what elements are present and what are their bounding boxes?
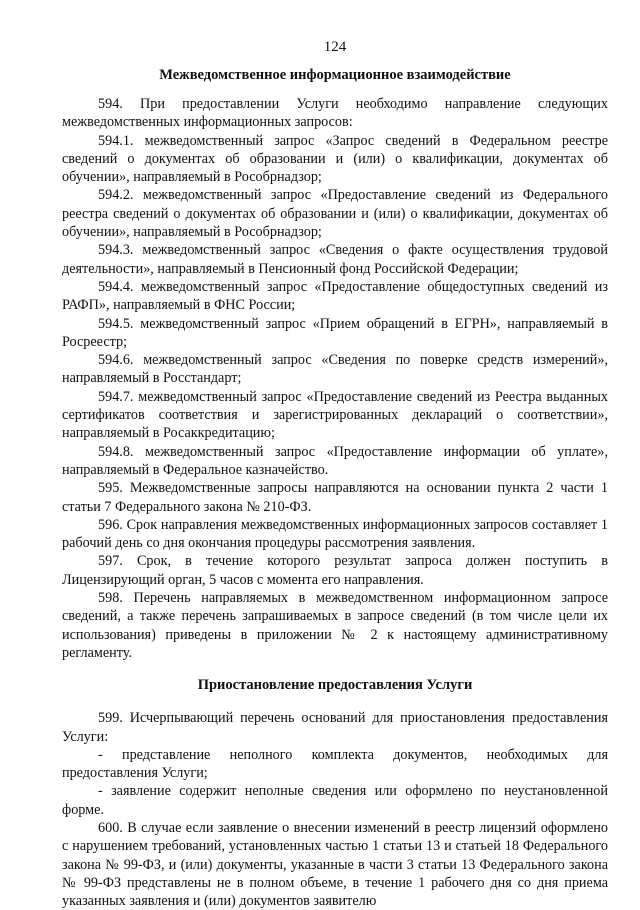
paragraph-594-3: 594.3. межведомственный запрос «Сведения о факте осуществления трудовой деятельности», направляемый в Пенсионный фонд Российской Федерации; [62, 242, 608, 277]
page-number: 124 [323, 39, 347, 55]
paragraph-597: 597. Срок, в течение которого результат запроса должен поступить в Лицензирующий орган, 5 часов с момента его направления. [62, 553, 608, 588]
paragraph-598: 598. Перечень направляемых в межведомственном информационном запросе сведений, а также перечень запрашиваемых в запросе сведений (в том числе цели их использования) приведены в приложении № 2 к настоящему административному регламенту. [62, 590, 608, 661]
section-body-suspension [62, 709, 608, 910]
paragraph-594-6: 594.6. межведомственный запрос «Сведения по поверке средств измерений», направляемый в Росстандарт; [62, 352, 608, 387]
paragraph-596: 596. Срок направления межведомственных информационных запросов составляет 1 рабочий день со дня окончания процедуры рассмотрения заявления. [62, 516, 608, 552]
paragraph-594-7: 594.7. межведомственный запрос «Предоставление сведений из Реестра выданных сертификатов соответствия и зарегистрированных деклараций о соответствии», направляемый в Росаккредитацию; [62, 388, 608, 442]
section-body-interagency [62, 95, 608, 662]
paragraph-594: 594. При предоставлении Услуги необходимо направление следующих межведомственных информационных запросов: [62, 96, 608, 131]
paragraph-594-2: 594.2. межведомственный запрос «Предоставление сведений из Федерального реестра сведений о документах об образовании и (или) о квалификации, документах об обучении», направляемый в Рособрнадзор; [62, 187, 608, 241]
paragraph-600: 600. В случае если заявление о внесении изменений в реестр лицензий оформлено с нарушением требований, установленных частью 1 статьи 13 и статьей 18 Федерального закона № 99-ФЗ, и (или) документы, указанные в части 3 статьи 13 Федерального закона № 99-ФЗ представлены не в полном объеме, в течение 1 рабочего дня со дня приема указанных заявления и (или) документов заявителю [62, 819, 608, 910]
paragraph-594-1: 594.1. межведомственный запрос «Запрос сведений в Федеральном реестре сведений о документах об образовании и (или) о квалификации, документах об обучении», направляемый в Рособрнадзор; [62, 132, 608, 186]
paragraph-594-4: 594.4. межведомственный запрос «Предоставление общедоступных сведений из РАФП», направляемый в ФНС России; [62, 278, 608, 314]
paragraph-595: 595. Межведомственные запросы направляются на основании пункта 2 части 1 статьи 7 Федерального закона № 210-ФЗ. [62, 480, 608, 515]
section-title-interagency: Межведомственное информационное взаимодействие [159, 67, 511, 83]
paragraph-599: 599. Исчерпывающий перечень оснований для приостановления предоставления Услуги: [62, 710, 608, 745]
list-item-incomplete-documents: - представление неполного комплекта документов, необходимых для предоставления Услуги; [62, 746, 608, 782]
section-title-suspension: Приостановление предоставления Услуги [197, 677, 473, 694]
list-item-incomplete-application: - заявление содержит неполные сведения или оформлено по неустановленной форме. [62, 783, 608, 818]
paragraph-594-8: 594.8. межведомственный запрос «Предоставление информации об уплате», направляемый в Федеральное казначейство. [62, 443, 608, 478]
paragraph-594-5: 594.5. межведомственный запрос «Прием обращений в ЕГРН», направляемый в Росреестр; [62, 315, 608, 350]
